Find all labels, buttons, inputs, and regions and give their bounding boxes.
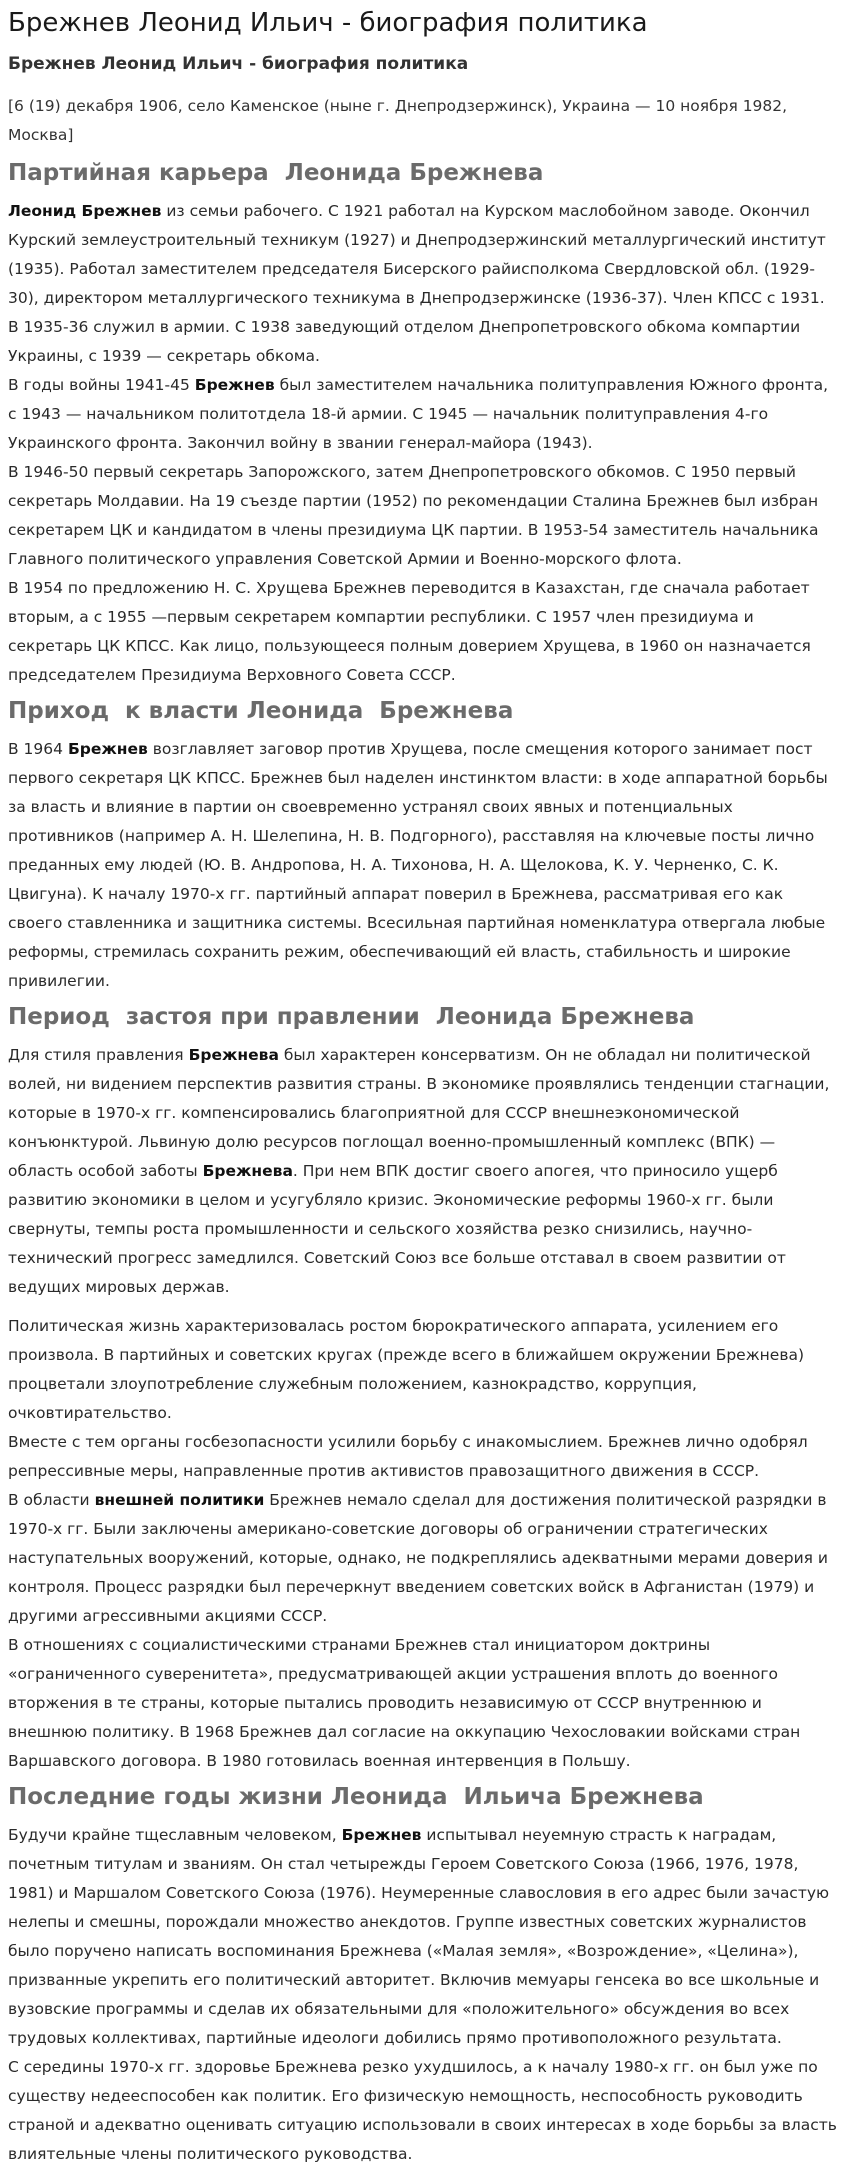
paragraph-text: возглавляет заговор против Хрущева, после смещения которого занимает пост первого секретаря ЦК КПСС. Брежнев был наделен инстинктом власти: в ходе аппаратной борьбы за власть и влияние в партии он своевременно устранял своих явных и потенциальных противников (например А. Н. Шелепина, Н. В. Подгорного), расставляя на ключевые посты лично преданных ему людей (Ю. В. Андропова, Н. А. Тихонова, Н. А. Щелокова, К. У. Черненко, С. К. Цвигуна). К началу 1970-х гг. партийный аппарат поверил в Брежнева, рассматривая его как своего ставленника и защитника системы. Всесильная партийная номенклатура отвергала любые реформы, стремилась сохранить режим, обеспечивающий ей власть, стабильность и широкие привилегии. [8, 740, 828, 990]
paragraph [8, 574, 839, 690]
paragraph-text: . При нем ВПК достиг своего апогея, что приносило ущерб развитию экономики в целом и усугубляло кризис. Экономические реформы 1960-х гг. были свернуты, темпы роста промышленности и сельского хозяйства резко снизились, научно-технический прогресс замедлился. Советский Союз все больше отставал в своем развитии от ведущих мировых держав. [8, 1162, 786, 1296]
paragraph [8, 1486, 839, 1631]
bold-term: Брежнев [67, 740, 148, 758]
section-heading: Период застоя при правлении Леонида Брежнева [8, 1004, 695, 1030]
section-heading: Партийная карьера Леонида Брежнева [8, 160, 544, 186]
paragraph [8, 1821, 839, 2053]
paragraph-text: Брежнев немало сделал для достижения политической разрядки в 1970-х гг. Были заключены американо-советские договоры об ограничении стратегических наступательных вооружений, которые, однако, не подкреплялись адекватными мерами доверия и контроля. Процесс разрядки был перечеркнут введением советских войск в Афганистан (1979) и другими агрессивными акциями СССР. [8, 1491, 828, 1625]
paragraph [8, 2053, 839, 2169]
paragraph-text: из семьи рабочего. С 1921 работал на Курском маслобойном заводе. Окончил Курский землеустроительный техникум (1927) и Днепродзержинский металлургический институт (1935). Работал заместителем председателя Бисерского райисполкома Свердловской обл. (1929-30), директором металлургического техникума в Днепродзержинске (1936-37). Член КПСС с 1931. В 1935-36 служил в армии. С 1938 заведующий отделом Днепропетровского обкома компартии Украины, с 1939 — секретарь обкома. [8, 202, 826, 365]
bold-term: Брежнев [194, 376, 275, 394]
bold-term: внешней политики [94, 1491, 265, 1509]
paragraph [8, 371, 839, 458]
section-heading: Последние годы жизни Леонида Ильича Брежнева [8, 1784, 704, 1810]
page-title: Брежнев Леонид Ильич - биография политика [8, 8, 648, 38]
bold-term: Брежнева [188, 1046, 279, 1064]
paragraph-text: В отношениях с социалистическими странами Брежнев стал инициатором доктрины «ограниченного суверенитета», предусматривающей акции устрашения вплоть до военного вторжения в те страны, которые пытались проводить независимую от СССР внутреннюю и внешнюю политику. В 1968 Брежнев дал согласие на оккупацию Чехословакии войсками стран Варшавского договора. В 1980 готовилась военная интервенция в Польшу. [8, 1636, 801, 1770]
paragraph [8, 735, 839, 996]
paragraph-text: В 1964 [8, 740, 68, 758]
paragraph [8, 1312, 839, 1428]
article-subtitle: Брежнев Леонид Ильич - биография политика [8, 54, 469, 74]
bold-term: Брежнев [341, 1826, 422, 1844]
paragraph-text: испытывал неуемную страсть к наградам, почетным титулам и званиям. Он стал четырежды Героем Советского Союза (1966, 1976, 1978, 1981) и Маршалом Советского Союза (1976). Неумеренные славословия в его адрес были зачастую нелепы и смешны, порождали множество анекдотов. Группе известных советских журналистов было поручено написать воспоминания Брежнева («Малая земля», «Возрождение», «Целина»), призванные укрепить его политический авторитет. Включив мемуары генсека во все школьные и вузовские программы и сделав их обязательными для «положительного» обсуждения во всех трудовых коллективах, партийные идеологи добились прямо противоположного результата. [8, 1826, 830, 2047]
section-heading: Приход к власти Леонида Брежнева [8, 698, 514, 724]
paragraph-text: был характерен консерватизм. Он не обладал ни политической волей, ни видением перспектив развития страны. В экономике проявлялись тенденции стагнации, которые в 1970-х гг. компенсировались благоприятной для СССР внешнеэкономической конъюнктурой. Львиную долю ресурсов поглощал военно-промышленный комплекс (ВПК) — область особой заботы [8, 1046, 830, 1180]
paragraph-text: был заместителем начальника политуправления Южного фронта, с 1943 — начальником политотдела 18-й армии. С 1945 — начальник политуправления 4-го Украинского фронта. Закончил войну в звании генерал-майора (1943). [8, 376, 829, 452]
sections-container [8, 158, 839, 2169]
paragraph-text: Для стиля правления [8, 1046, 189, 1064]
paragraph-text: Будучи крайне тщеславным человеком, [8, 1826, 342, 1844]
paragraph-text: В 1954 по предложению Н. С. Хрущева Брежнев переводится в Казахстан, где сначала работает вторым, а с 1955 —первым секретарем компартии республики. С 1957 член президиума и секретарь ЦК КПСС. Как лицо, пользующееся полным доверием Хрущева, в 1960 он назначается председателем Президиума Верховного Совета СССР. [8, 579, 811, 684]
paragraph [8, 458, 839, 574]
paragraph-text: С середины 1970-х гг. здоровье Брежнева резко ухудшилось, а к началу 1980-х гг. он был уже по существу недееспособен как политик. Его физическую немощность, неспособность руководить страной и адекватно оценивать ситуацию использовали в своих интересах в ходе борьбы за власть влиятельные члены политического руководства. [8, 2058, 837, 2163]
paragraph-text: В годы войны 1941-45 [8, 376, 195, 394]
paragraph [8, 1428, 839, 1486]
paragraph-text: Политическая жизнь характеризовалась ростом бюрократического аппарата, усилением его произвола. В партийных и советских кругах (прежде всего в ближайшем окружении Брежнева) процветали злоупотребление служебным положением, казнокрадство, коррупция, очковтирательство. [8, 1317, 805, 1422]
paragraph-text: В 1946-50 первый секретарь Запорожского, затем Днепропетровского обкомов. С 1950 первый секретарь Молдавии. На 19 съезде партии (1952) по рекомендации Сталина Брежнев был избран секретарем ЦК и кандидатом в члены президиума ЦК партии. В 1953-54 заместитель начальника Главного политического управления Советской Армии и Военно-морского флота. [8, 463, 819, 568]
paragraph-text: В области [8, 1491, 95, 1509]
paragraph [8, 1631, 839, 1776]
paragraph [8, 1041, 839, 1302]
bold-term: Брежнева [202, 1162, 293, 1180]
life-dates: [6 (19) декабря 1906, село Каменское (ныне г. Днепродзержинск), Украина — 10 ноября 1982, Москва] [8, 97, 788, 144]
paragraph-text: Вместе с тем органы госбезопасности усилили борьбу с инакомыслием. Брежнев лично одобрял репрессивные меры, направленные против активистов правозащитного движения в СССР. [8, 1433, 808, 1480]
bold-term: Леонид Брежнев [8, 202, 162, 220]
paragraph [8, 197, 839, 371]
